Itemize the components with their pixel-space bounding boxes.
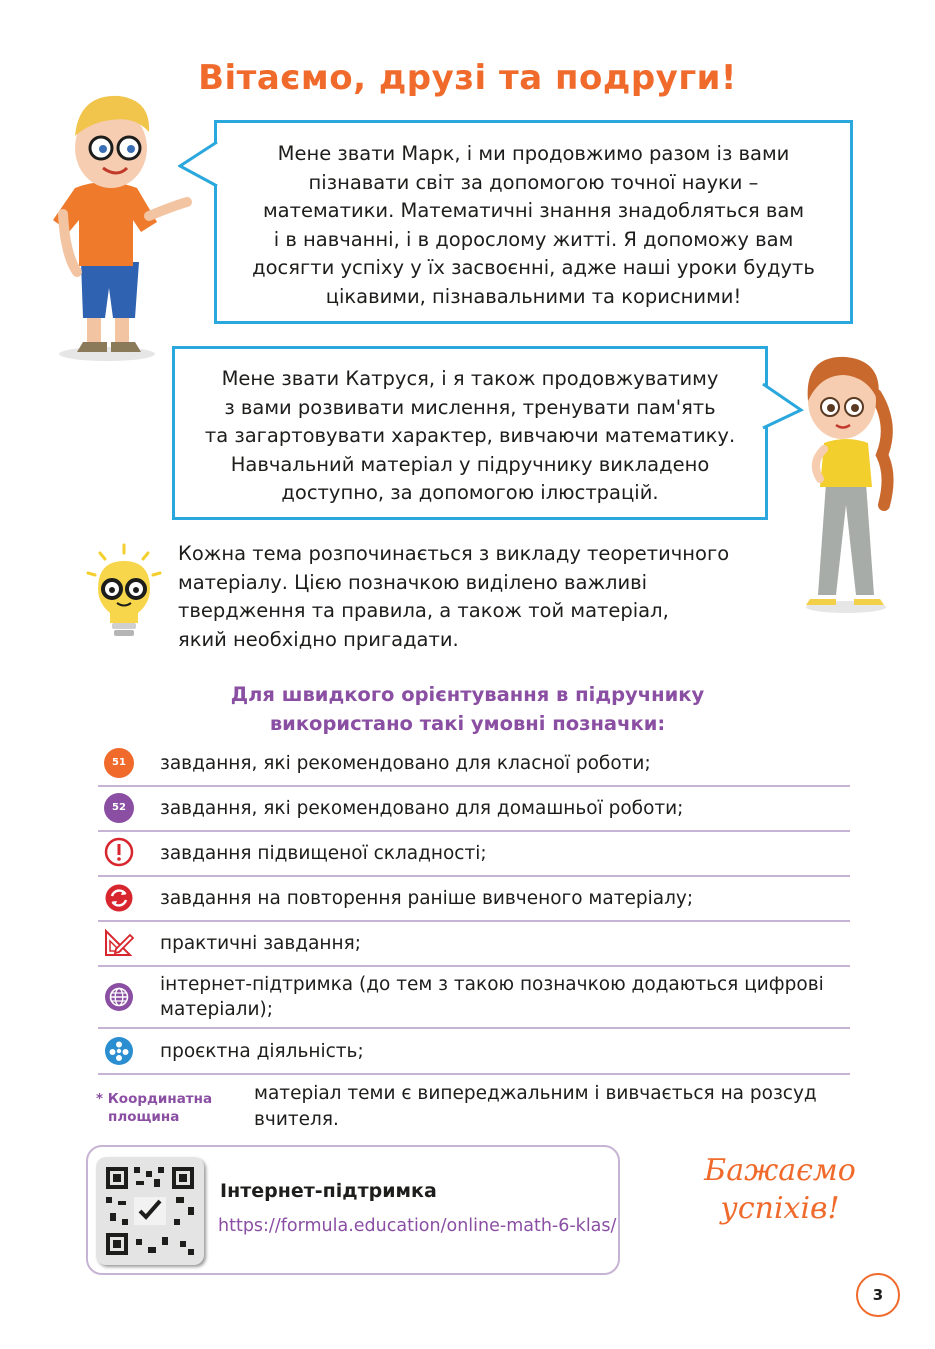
note-marker-line: * Координатна bbox=[96, 1091, 213, 1107]
bubble-line: Мене звати Катруся, і я також продовжуватиму bbox=[221, 367, 719, 390]
page-title: Вітаємо, друзі та подруги! bbox=[198, 58, 737, 98]
ruler-pencil-icon bbox=[104, 927, 134, 957]
note-text: матеріал теми є випереджальним і вивчається на розсуд вчителя. bbox=[254, 1083, 817, 1130]
page-number: 3 bbox=[856, 1273, 900, 1317]
legend-text: інтернет-підтримка (до тем з такою позначкою додаються цифрові матеріали); bbox=[160, 974, 824, 1020]
legend-row-hard bbox=[98, 832, 850, 877]
legend-text: практичні завдання; bbox=[160, 933, 361, 954]
speech-bubble-mark bbox=[214, 120, 853, 324]
bubble-line: досягти успіху у їх засвоєнні, адже наші уроки будуть bbox=[252, 256, 815, 279]
wish-line: Бажаємо bbox=[704, 1153, 856, 1188]
bubble-tail-mark bbox=[178, 140, 220, 190]
legend-title bbox=[0, 680, 935, 738]
intro-line: Кожна тема розпочинається з викладу теоретичного bbox=[178, 542, 730, 565]
bubble-line: Мене звати Марк, і ми продовжимо разом із вами bbox=[277, 142, 790, 165]
legend-text: завдання підвищеної складності; bbox=[160, 843, 487, 864]
bubble-line: доступно, за допомогою ілюстрацій. bbox=[281, 481, 659, 504]
exclamation-icon bbox=[104, 837, 134, 867]
note-marker bbox=[96, 1090, 212, 1126]
legend-title-line: використано такі умовні позначки: bbox=[269, 712, 666, 735]
internet-support-title: Інтернет-підтримка bbox=[220, 1180, 437, 1202]
bubble-line: пізнавати світ за допомогою точної науки – bbox=[308, 170, 759, 194]
intro-line: матеріалу. Цією позначкою виділено важливі bbox=[178, 570, 648, 594]
globe-icon bbox=[104, 982, 134, 1012]
lightbulb-icon bbox=[84, 543, 164, 643]
legend-text: проєктна діяльність; bbox=[160, 1041, 364, 1062]
legend-text: завдання на повторення раніше вивченого матеріалу; bbox=[160, 888, 694, 909]
wish-line: успіхів! bbox=[720, 1191, 840, 1226]
legend-row-practice bbox=[98, 922, 850, 967]
bubble-line: цікавими, пізнавальними та корисними! bbox=[325, 284, 742, 308]
bubble-line: та загартовувати характер, вивчаючи математику. bbox=[204, 424, 736, 447]
legend-text: завдання, які рекомендовано для класної роботи; bbox=[160, 753, 651, 774]
legend-title-line: Для швидкого орієнтування в підручнику bbox=[230, 683, 705, 706]
legend-row-project bbox=[98, 1029, 850, 1075]
legend-row-repeat bbox=[98, 877, 850, 922]
bubble-line: Навчальний матеріал у підручнику викладено bbox=[230, 452, 710, 476]
speech-bubble-katrusia bbox=[172, 346, 768, 520]
qr-code[interactable] bbox=[96, 1157, 204, 1265]
bubble-line: математики. Математичні знання знадобляться вам bbox=[262, 199, 805, 222]
legend-row-internet bbox=[98, 967, 850, 1029]
intro-line: який необхідно пригадати. bbox=[178, 627, 459, 651]
wish-text bbox=[695, 1152, 865, 1228]
legend-text: завдання, які рекомендовано для домашньої роботи; bbox=[160, 798, 684, 819]
bubble-line: з вами розвивати мислення, тренувати пам'ять bbox=[224, 395, 716, 419]
qr-code-icon bbox=[96, 1157, 204, 1265]
bubble-line: і в навчанні, і в дорослому житті. Я допоможу вам bbox=[273, 227, 794, 251]
repeat-icon bbox=[104, 883, 134, 913]
note-marker-line: площина bbox=[108, 1109, 180, 1125]
legend-row-home bbox=[98, 787, 850, 832]
intro-line: твердження та правила, а також той матеріал, bbox=[178, 599, 669, 622]
legend-row-class bbox=[98, 742, 850, 787]
home-task-badge: 52 bbox=[104, 793, 134, 823]
intro-text bbox=[178, 540, 778, 654]
internet-support-link[interactable]: https://formula.education/online-math-6-klas/ bbox=[218, 1216, 617, 1236]
team-icon bbox=[104, 1036, 134, 1066]
girl-character bbox=[796, 355, 906, 617]
boy-character bbox=[45, 92, 195, 364]
class-task-badge: 51 bbox=[104, 748, 134, 778]
